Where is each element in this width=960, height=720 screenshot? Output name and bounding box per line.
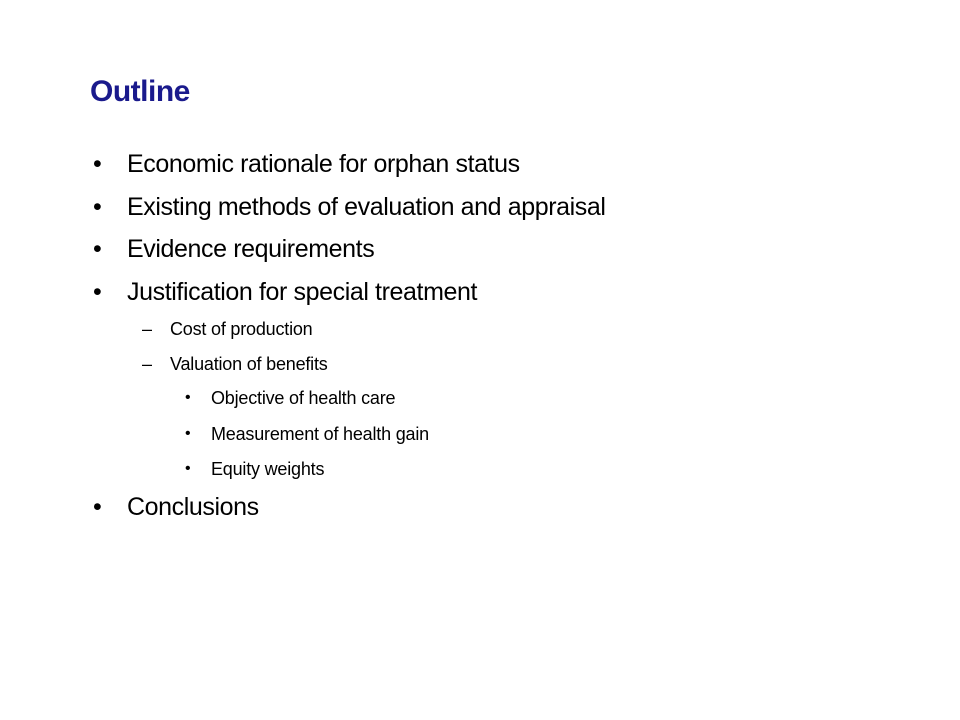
- outline-item-level-2: [142, 319, 313, 340]
- outline-item-text: Valuation of benefits: [170, 354, 328, 374]
- bullet-marker: •: [93, 150, 102, 178]
- outline-item-text: Evidence requirements: [127, 235, 375, 263]
- bullet-marker: •: [93, 493, 102, 521]
- outline-item-text: Conclusions: [127, 493, 259, 521]
- outline-item-level-3: [185, 424, 429, 445]
- dash-marker: –: [142, 354, 152, 374]
- bullet-marker: •: [93, 235, 102, 263]
- outline-item-text: Economic rationale for orphan status: [127, 150, 520, 178]
- outline-item-text: Objective of health care: [211, 388, 396, 408]
- outline-item-text: Cost of production: [170, 319, 313, 339]
- outline-item-level-1: [93, 278, 478, 307]
- slide-title: Outline: [90, 75, 190, 108]
- outline-item-text: Measurement of health gain: [211, 424, 429, 444]
- outline-item-level-1: [93, 193, 606, 222]
- dash-marker: –: [142, 319, 152, 339]
- bullet-marker: •: [185, 460, 191, 477]
- outline-item-level-3: [185, 388, 396, 409]
- bullet-marker: •: [185, 425, 191, 442]
- outline-item-level-3: [185, 459, 325, 480]
- outline-item-level-1: [93, 493, 259, 522]
- bullet-marker: •: [93, 278, 102, 306]
- outline-item-level-1: [93, 235, 375, 264]
- outline-item-level-1: [93, 150, 520, 179]
- outline-item-level-2: [142, 354, 328, 375]
- bullet-marker: •: [185, 389, 191, 406]
- bullet-marker: •: [93, 193, 102, 221]
- outline-item-text: Existing methods of evaluation and appraisal: [127, 193, 606, 221]
- outline-item-text: Equity weights: [211, 459, 325, 479]
- outline-item-text: Justification for special treatment: [127, 278, 478, 306]
